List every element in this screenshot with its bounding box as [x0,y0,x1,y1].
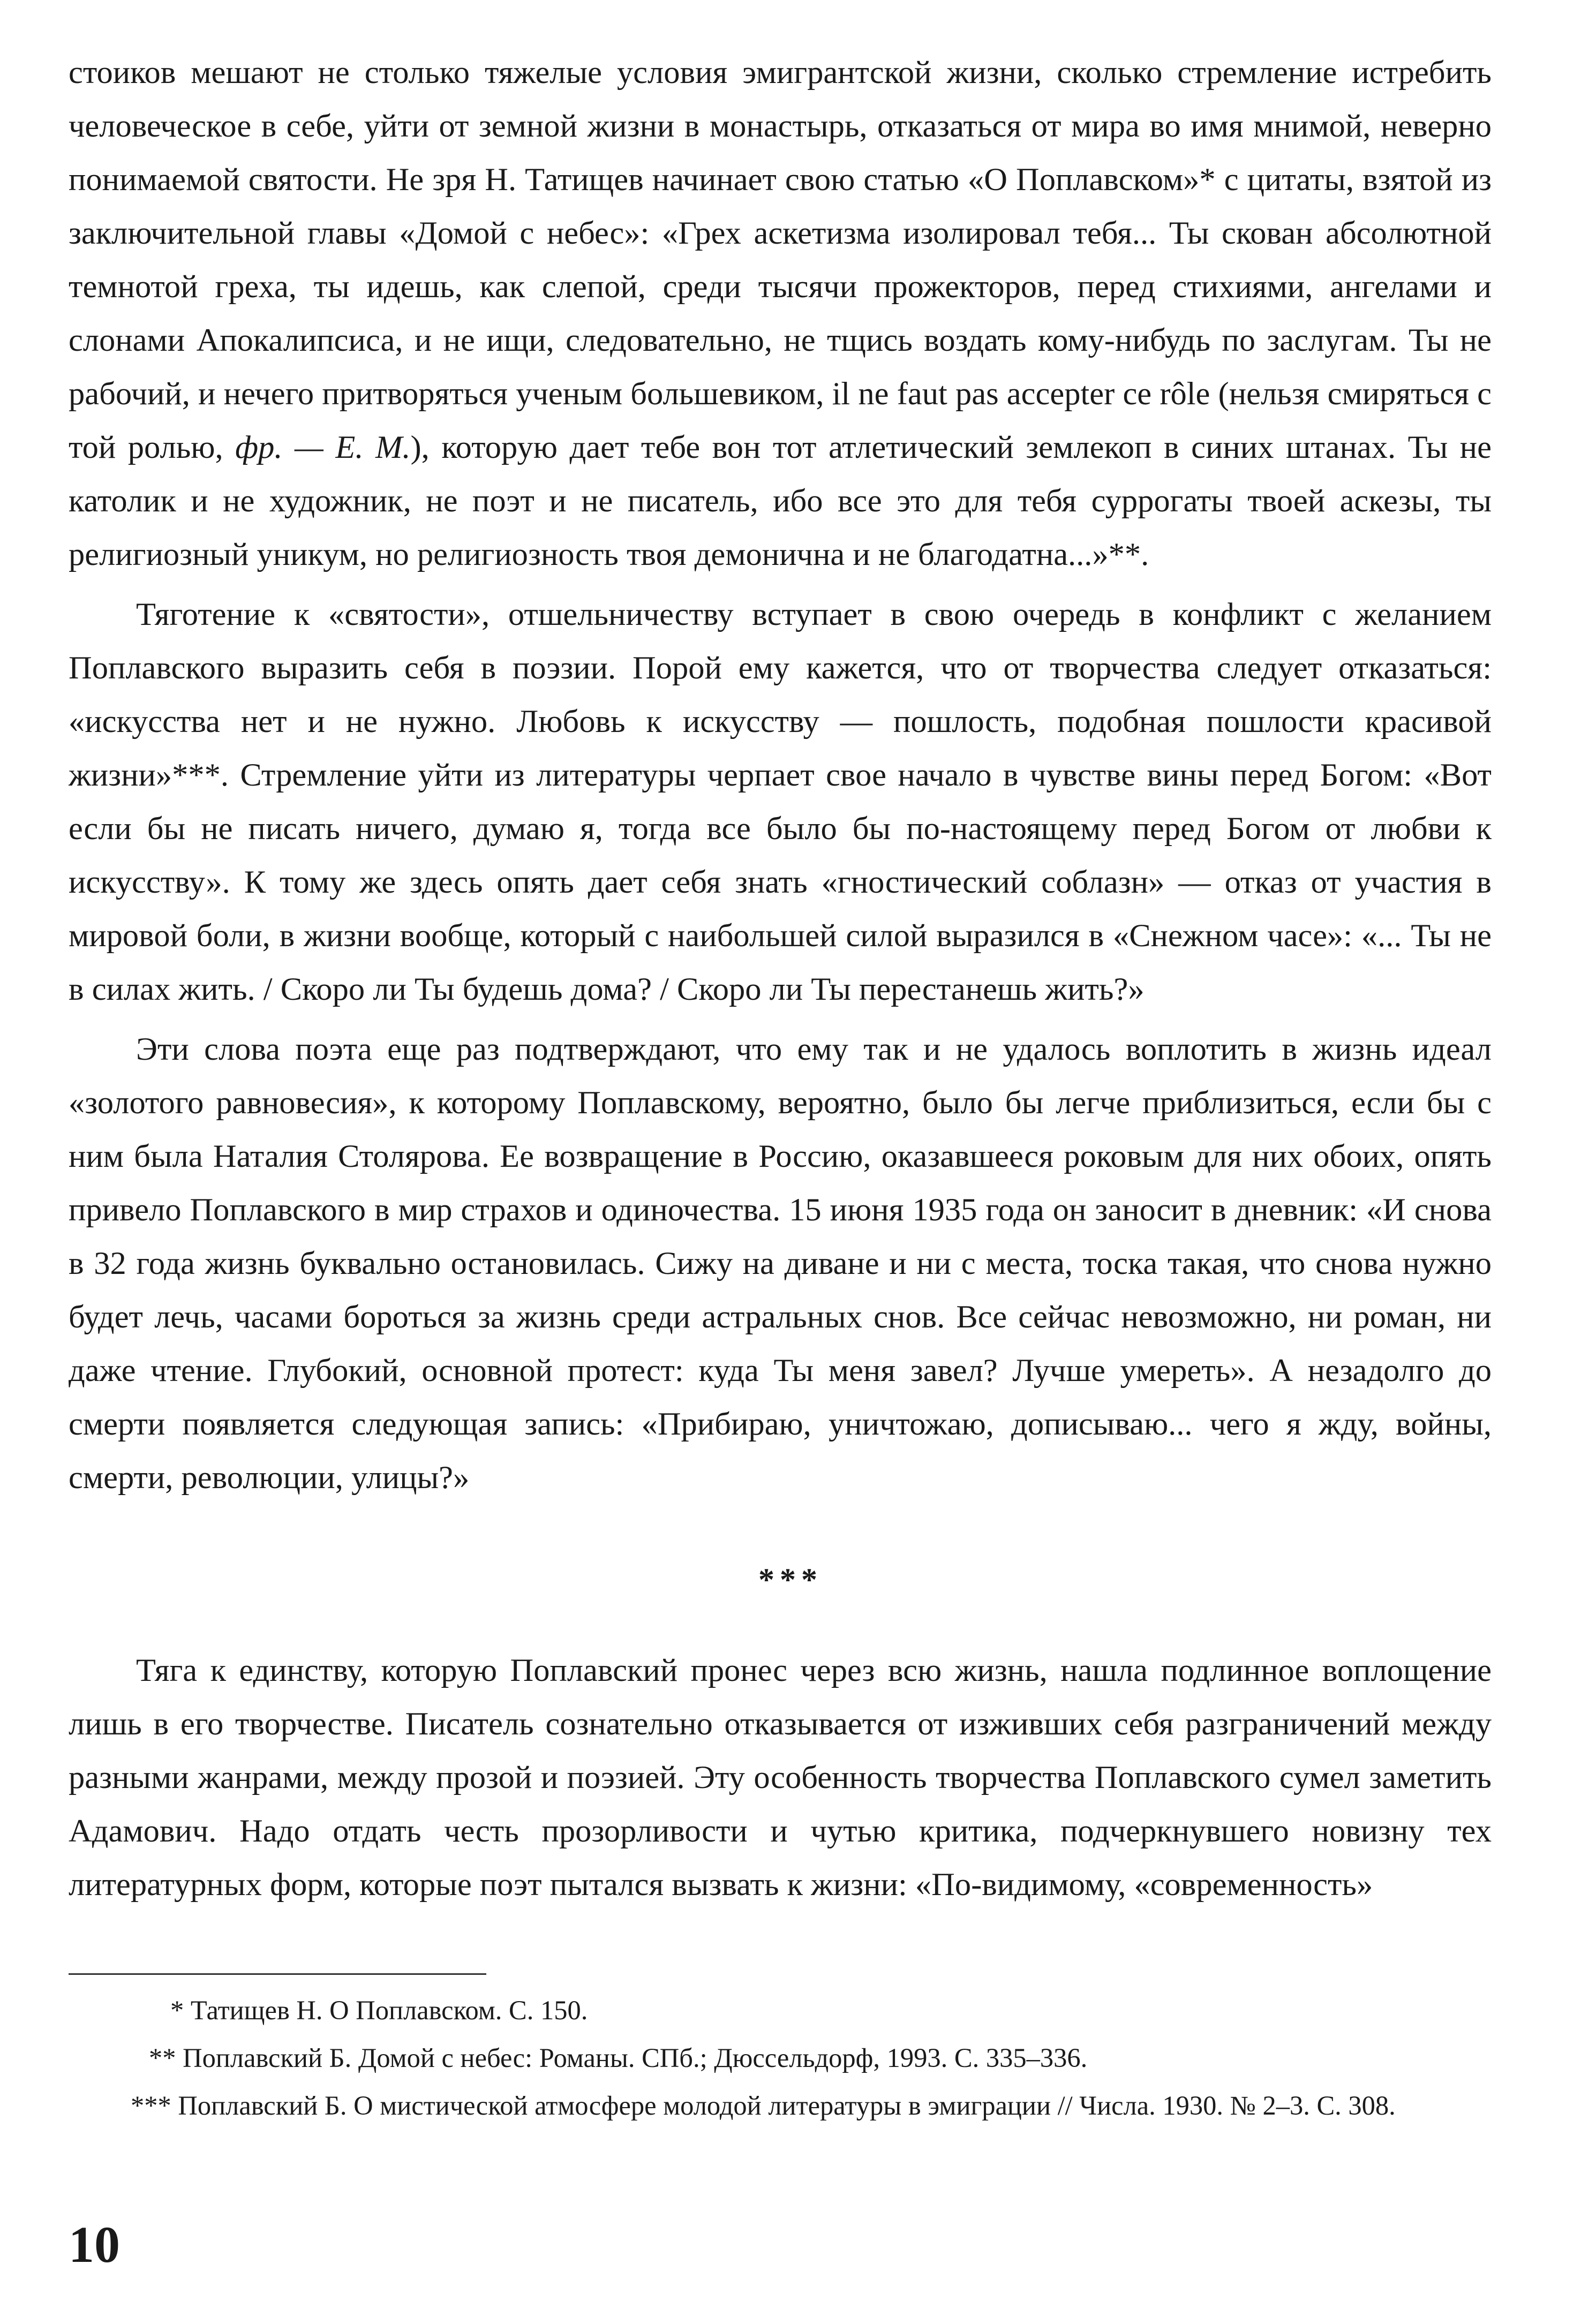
section-separator: *** [758,1562,823,1597]
main-text-lower [69,1644,1492,1912]
footnote-1: * Татищев Н. О Поплавском. С. 150. [170,1995,588,2025]
footnotes [69,1987,1492,2130]
paragraph-2: Тяготение к «святости», отшельничеству вступает в свою очередь в конфликт с желанием Поплавского выразить себя в поэзии. Порой ему кажется, что от творчества следует отказаться: «искусства нет и не нужно. Любовь к искусству — пошлость, подобная пошлости красивой жизни»***. Стремление уйти из литературы черпает свое начало в чувстве вины перед Богом: «Вот если бы не писать ничего, думаю я, тогда все было бы по-настоящему перед Богом от любви к искусству». К тому же здесь опять дает себя знать «гностический соблазн» — отказ от участия в мировой боли, в жизни вообще, который с наибольшей силой выразился в «Снежном часе»: «... Ты не в силах жить. / Скоро ли Ты будешь дома? / Скоро ли Ты перестанешь жить?» [69,597,1492,1007]
main-text-upper [69,46,1492,1505]
footnote-2: ** Поплавский Б. Домой с небес: Романы. СПб.; Дюссельдорф, 1993. С. 335–336. [149,2043,1088,2073]
footnote-3: *** Поплавский Б. О мистической атмосфере молодой литературы в эмиграции // Числа. 1930. № 2–3. С. 308. [131,2091,1396,2121]
paragraph-1-italic: фр. — Е. М. [235,429,411,465]
paragraph-1 [69,46,1492,582]
paragraph-3: Эти слова поэта еще раз подтверждают, что ему так и не удалось воплотить в жизнь идеал «золотого равновесия», к которому Поплавскому, вероятно, было бы легче приблизиться, если бы с ним была Наталия Столярова. Ее возвращение в Россию, оказавшееся роковым для них обоих, опять привело Поплавского в мир страхов и одиночества. 15 июня 1935 года он заносит в дневник: «И снова в 32 года жизнь буквально остановилась. Сижу на диване и ни с места, тоска такая, что снова нужно будет лечь, часами бороться за жизнь среди астральных снов. Все сейчас невозможно, ни роман, ни даже чтение. Глубокий, основной протест: куда Ты меня завел? Лучше умереть». А незадолго до смерти появляется следующая запись: «Прибираю, уничтожаю, дописываю... чего я жду, войны, смерти, революции, улицы?» [69,1031,1492,1496]
page-number: 10 [69,2216,120,2273]
paragraph-4: Тяга к единству, которую Поплавский пронес через всю жизнь, нашла подлинное воплощение лишь в его творчестве. Писатель сознательно отказывается от изживших себя разграничений между разными жанрами, между прозой и поэзией. Эту особенность творчества Поплавского сумел заметить Адамович. Надо отдать честь прозорливости и чутью критика, подчеркнувшего новизну тех литературных форм, которые поэт пытался вызвать к жизни: «По-видимому, «современность» [69,1653,1492,1903]
paragraph-1-end: ), которую дает тебе вон тот атлетический землекоп в синих штанах. Ты не католик и не художник, не поэт и не писатель, ибо все это для тебя суррогаты твоей аскезы, ты религиозный уникум, но религиозность твоя демонична и не благодатна...»**. [69,429,1492,572]
paragraph-1-text: стоиков мешают не столько тяжелые условия эмигрантской жизни, сколько стремление истребить человеческое в себе, уйти от земной жизни в монастырь, отказаться от мира во имя мнимой, неверно понимаемой святости. Не зря Н. Татищев начинает свою статью «О Поплавском»* с цитаты, взятой из заключительной главы «Домой с небес»: «Грех аскетизма изолировал тебя... Ты скован абсолютной темнотой греха, ты идешь, как слепой, среди тысячи прожекторов, перед стихиями, ангелами и слонами Апокалипсиса, и не ищи, следовательно, не тщись воздать кому-нибудь по заслугам. Ты не рабочий, и нечего притворяться ученым большевиком, il ne faut pas accepter ce rôle (нельзя смиряться с той ролью, [69,55,1492,465]
footnote-divider [69,1973,486,1975]
